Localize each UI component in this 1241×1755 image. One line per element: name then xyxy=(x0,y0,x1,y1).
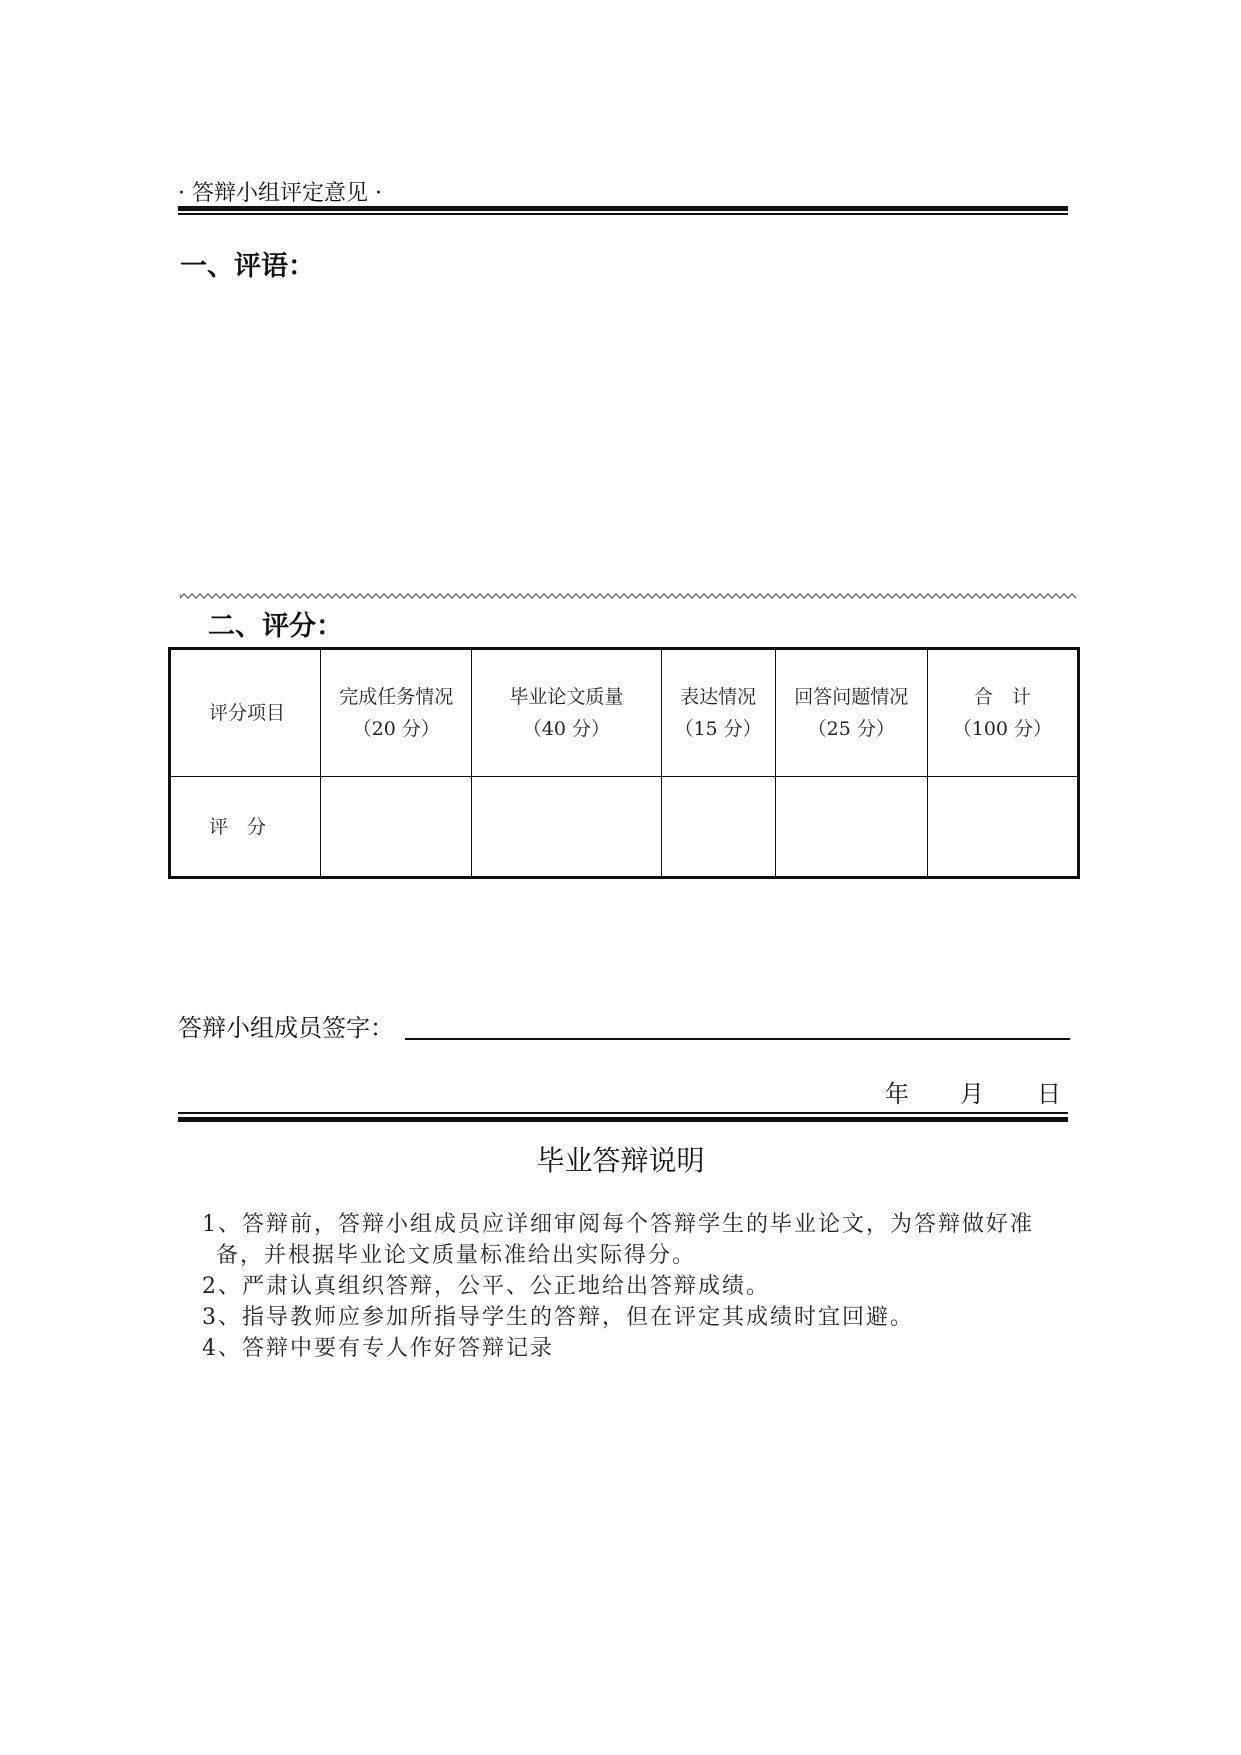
header-label: 毕业论文质量 xyxy=(509,686,624,708)
header-points: （40 分） xyxy=(522,718,611,740)
score-input-row xyxy=(170,777,1079,878)
score-cell-task[interactable] xyxy=(321,777,472,878)
header-rule-thick xyxy=(178,206,1068,211)
instructions-list xyxy=(202,1209,1082,1364)
instruction-item: 备，并根据毕业论文质量标准给出实际得分。 xyxy=(216,1243,697,1268)
instructions-rule-thick xyxy=(178,1117,1068,1122)
instruction-item: 2、严肃认真组织答辩，公平、公正地给出答辩成绩。 xyxy=(202,1274,770,1299)
score-cell-expression[interactable] xyxy=(661,777,775,878)
form-section-title: · 答辩小组评定意见 · xyxy=(178,181,382,206)
header-points: （25 分） xyxy=(807,718,895,740)
header-rule-thin xyxy=(178,213,1068,215)
header-label: 合 计 xyxy=(973,686,1031,708)
score-table xyxy=(168,647,1080,879)
score-cell-thesis[interactable] xyxy=(472,777,661,878)
score-cell-answers[interactable] xyxy=(775,777,927,878)
header-label: 回答问题情况 xyxy=(794,686,909,708)
date-year-label: 年 xyxy=(885,1080,909,1108)
score-header-row xyxy=(170,649,1079,777)
score-row-label: 评 分 xyxy=(170,777,321,878)
header-cell-answers xyxy=(775,649,927,777)
instructions-rule-thin xyxy=(178,1112,1068,1114)
wavy-divider xyxy=(180,591,1076,601)
header-label: 表达情况 xyxy=(680,686,757,708)
date-month-label: 月 xyxy=(960,1080,984,1108)
header-points: （100 分） xyxy=(952,718,1053,740)
score-cell-total[interactable] xyxy=(927,777,1078,878)
header-cell-thesis xyxy=(472,649,661,777)
header-label: 完成任务情况 xyxy=(339,686,454,708)
date-day-label: 日 xyxy=(1037,1080,1061,1108)
score-heading: 二、评分： xyxy=(208,611,343,642)
header-points: （20 分） xyxy=(352,718,440,740)
signature-line[interactable] xyxy=(405,1038,1070,1040)
instruction-item: 1、答辩前，答辩小组成员应详细审阅每个答辩学生的毕业论文，为答辩做好准 xyxy=(202,1212,1034,1237)
header-cell-expression xyxy=(661,649,775,777)
instruction-item: 4、答辩中要有专人作好答辩记录 xyxy=(202,1336,554,1361)
header-points: （15 分） xyxy=(674,718,762,740)
instructions-title: 毕业答辩说明 xyxy=(536,1144,705,1177)
header-cell-task xyxy=(321,649,472,777)
header-cell-item xyxy=(170,649,321,777)
header-label: 评分项目 xyxy=(209,702,286,724)
instruction-item: 3、指导教师应参加所指导学生的答辩，但在评定其成绩时宜回避。 xyxy=(202,1305,914,1330)
header-cell-total xyxy=(927,649,1078,777)
comment-heading: 一、评语： xyxy=(180,251,315,282)
comment-area[interactable] xyxy=(178,290,1068,590)
signature-label: 答辩小组成员签字： xyxy=(178,1014,394,1042)
